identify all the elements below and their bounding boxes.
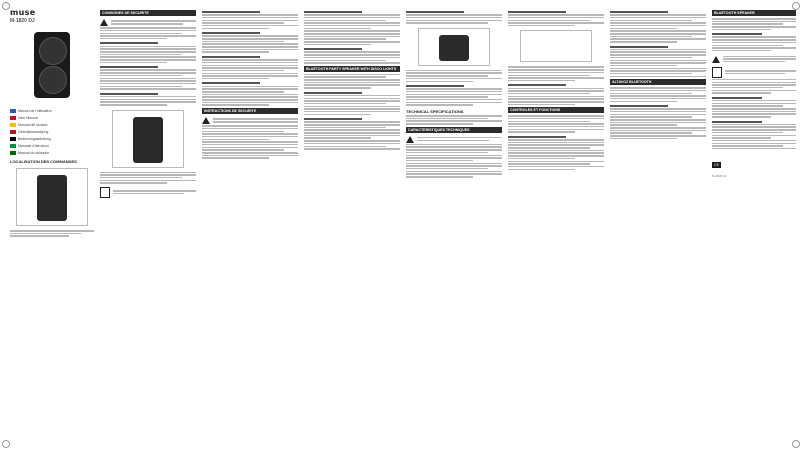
flag-icon: [10, 137, 16, 141]
warning-row: [712, 54, 796, 63]
text-panel: [610, 8, 706, 442]
speaker-driver-icon: [39, 37, 67, 65]
mode-diagram: [520, 30, 592, 62]
section-band: BLUETOOTH PARTY SPEAKER WITH DISCO LIGHTS: [304, 66, 400, 72]
section-band: CONSIGNES DE SECURITE: [100, 10, 196, 16]
speaker-illustration: [34, 32, 70, 98]
section-band: BLUETOOTH SPEAKER: [712, 10, 796, 16]
flag-icon: [10, 151, 16, 155]
text-panel: [304, 8, 400, 442]
flag-icon: [10, 123, 16, 127]
language-item: Manuale d'istruzioni: [10, 143, 94, 149]
flag-icon: [10, 116, 16, 120]
section-band: ALTAVOZ BLUETOOTH: [610, 79, 706, 85]
brand-logo: muse: [10, 8, 36, 17]
warning-icon: [712, 56, 720, 63]
section-band: CONTROLES ET FONCTIONS: [508, 107, 604, 113]
language-list: [10, 108, 94, 156]
footer-text: M-1820 DJ: [712, 174, 727, 179]
registration-mark: [2, 2, 10, 10]
spec-heading: TECHNICAL SPECIFICATIONS: [406, 108, 464, 114]
warning-row: [202, 117, 298, 124]
registration-mark: [2, 440, 10, 448]
text-panel: [508, 8, 604, 442]
language-item: Bedienungsanleitung: [10, 136, 94, 142]
language-item: Manual do utilizador: [10, 150, 94, 156]
warning-icon: [202, 117, 210, 124]
text-panel: [712, 8, 796, 442]
language-item: User Manual: [10, 115, 94, 121]
language-item: Manuel de l'utilisateur: [10, 108, 94, 114]
warning-row: [100, 19, 196, 26]
model-number: M-1820 DJ: [10, 18, 35, 24]
recycling-row: [712, 67, 796, 78]
recycle-bin-icon: [100, 187, 110, 198]
section-heading: LOCALISATION DES COMMANDES: [10, 159, 77, 164]
flag-icon: [10, 109, 16, 113]
text-panel: [100, 8, 196, 442]
speaker-icon: [439, 35, 469, 61]
flag-icon: [10, 144, 16, 148]
ce-mark: CE: [714, 163, 719, 168]
speaker-icon: [133, 117, 163, 163]
section-band: CARACTERISTIQUES TECHNIQUES: [406, 127, 502, 133]
language-item: Manual del usuario: [10, 122, 94, 128]
warning-row: [406, 136, 502, 143]
cover-panel: [10, 8, 94, 442]
section-band: INSTRUCTIONS DE SECURITE: [202, 108, 298, 114]
recycling-row: [100, 187, 196, 198]
text-panel: [202, 8, 298, 442]
flag-icon: [10, 130, 16, 134]
warning-icon: [100, 19, 108, 26]
speaker-icon: [37, 175, 67, 221]
connection-diagram: [418, 28, 490, 66]
language-item: Gebruiksaanwijzing: [10, 129, 94, 135]
speaker-driver-icon: [39, 66, 67, 94]
text-panel: [406, 8, 502, 442]
speaker-diagram: [112, 110, 184, 168]
device-diagram: [16, 168, 88, 226]
warning-icon: [406, 136, 414, 143]
recycle-bin-icon: [712, 67, 722, 78]
